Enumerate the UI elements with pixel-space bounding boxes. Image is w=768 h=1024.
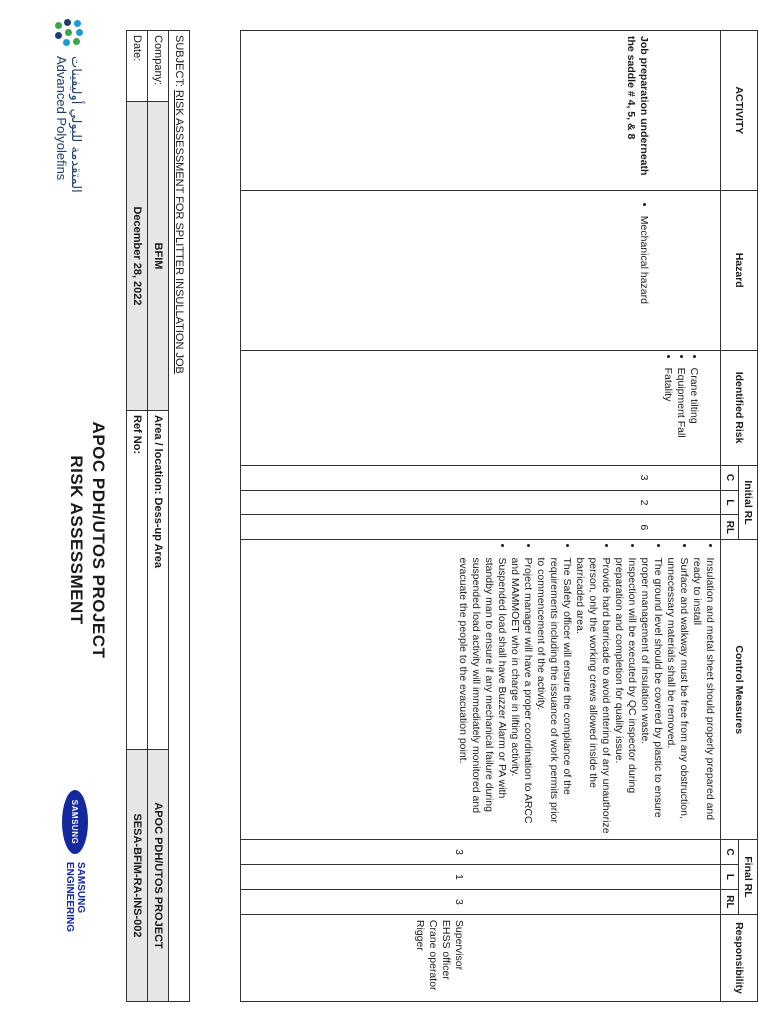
initial-c-value: 3 xyxy=(241,465,721,490)
project-title: APOC PDH/UTOS PROJECT xyxy=(89,421,108,659)
col-hazard: Hazard xyxy=(721,190,758,350)
control-measure-item: • Surface and walkway must be free from any obstruction, unnecessary materials shall be removed. xyxy=(664,557,690,834)
final-l-value: 1 xyxy=(241,864,721,889)
control-measure-item: • The Safety officer will ensure the compliance of the requirements including the issuance of work permits prior to commencement of the activity. xyxy=(534,557,573,834)
col-activity: ACTIVITY xyxy=(721,31,758,191)
col-control-measures: Control Measures xyxy=(721,540,758,840)
risk-item: • Fatality xyxy=(661,368,674,460)
col-initial-c: C xyxy=(721,465,739,490)
risk-item: • Equipment Fall xyxy=(674,368,687,460)
subject-label: SUBJECT: xyxy=(173,35,185,87)
control-measure-item: • Project manager will have a proper coordination to ARCC and MAMMOET who in charge in lifting activity. xyxy=(508,557,534,834)
apoc-english-name: Advanced Polyolefins xyxy=(54,56,69,181)
col-final-l: L xyxy=(721,864,739,889)
apoc-logo xyxy=(53,18,83,193)
engineering-text: ENGINEERING xyxy=(64,862,75,933)
initial-rl-value: 6 xyxy=(241,515,721,540)
risk-assessment-table xyxy=(240,30,758,1002)
responsibility-item: EHSS officer xyxy=(440,919,452,980)
control-measure-item: • Provide hard barricade to avoid entering of any unauthorize person, only the working crews allowed inside the barricaded area. xyxy=(573,557,612,834)
table-row xyxy=(241,31,721,1002)
samsung-logo-mark: SAMSUNG xyxy=(62,790,88,854)
col-initial-rl-value: RL xyxy=(721,515,739,540)
activity-cell: Job preparation underneath the saddle # 4, 5, & 8 xyxy=(241,31,721,191)
hazard-cell xyxy=(241,190,721,350)
responsibility-item: Supervisor xyxy=(453,919,465,971)
control-measure-item: • The ground level should be covered by plastic to ensure proper management of insulation waste. xyxy=(638,557,664,834)
control-measure-item: • Inspection will be executed by QC inspector during preparation and completion for quality issue. xyxy=(612,557,638,834)
col-initial-l: L xyxy=(721,490,739,515)
col-responsibility: Responsibility xyxy=(721,914,758,1001)
col-final-rl-value: RL xyxy=(721,889,739,914)
subject-value: RISK ASSESSMENT FOR SPLITTER INSULLATION JOB xyxy=(173,90,185,374)
risk-assessment-title: RISK ASSESSMENT xyxy=(67,455,86,625)
project-value: APOC PDH/UTOS PROJECT xyxy=(148,750,169,1002)
info-row-subject xyxy=(169,31,190,1002)
ref-value: SESA-BFIM-RA-INS-002 xyxy=(127,750,148,1002)
responsibility-item: Crane operator xyxy=(427,919,439,991)
apoc-dots-icon xyxy=(53,18,83,48)
col-identified-risk: Identified Risk xyxy=(721,350,758,465)
company-label: Company: xyxy=(148,31,169,102)
final-rl-value: 3 xyxy=(241,889,721,914)
col-final-c: C xyxy=(721,840,739,865)
control-measures-cell xyxy=(241,540,721,840)
date-value: December 28, 2022 xyxy=(127,102,148,411)
responsibility-cell xyxy=(241,914,721,1001)
samsung-engineering-logo xyxy=(62,790,88,932)
area-label: Area / location: Dess-up Area xyxy=(148,411,169,750)
ref-label: Ref No: xyxy=(127,411,148,750)
date-label: Date: xyxy=(127,31,148,102)
table-header-row xyxy=(739,31,758,1002)
col-final-rl: Final RL xyxy=(739,840,758,915)
identified-risk-cell xyxy=(241,350,721,465)
initial-l-value: 2 xyxy=(241,490,721,515)
risk-item: • Crane tilting xyxy=(687,368,700,460)
document-title xyxy=(66,330,108,750)
control-measure-item: • Insulation and metal sheet should properly prepared and ready to install xyxy=(690,557,716,834)
responsibility-item: Rigger xyxy=(414,919,426,951)
info-row-company xyxy=(148,31,169,1002)
control-measure-item: • Suspended load shall have Buzzer Alarm or PA with standby man to ensure if any mechanical failure during suspended load activity will immediately monitored and evacuate the people to the evacuation point. xyxy=(456,557,508,834)
info-row-date xyxy=(127,31,148,1002)
document-info-table xyxy=(126,30,190,1002)
col-initial-rl: Initial RL xyxy=(739,465,758,540)
samsung-text: SAMSUNG xyxy=(75,862,86,914)
apoc-arabic-name: المتقدمة للبولي أوليفينات xyxy=(68,56,83,193)
final-c-value: 3 xyxy=(241,840,721,865)
company-value: BFIM xyxy=(148,102,169,411)
hazard-item: • Mechanical hazard xyxy=(637,216,650,345)
